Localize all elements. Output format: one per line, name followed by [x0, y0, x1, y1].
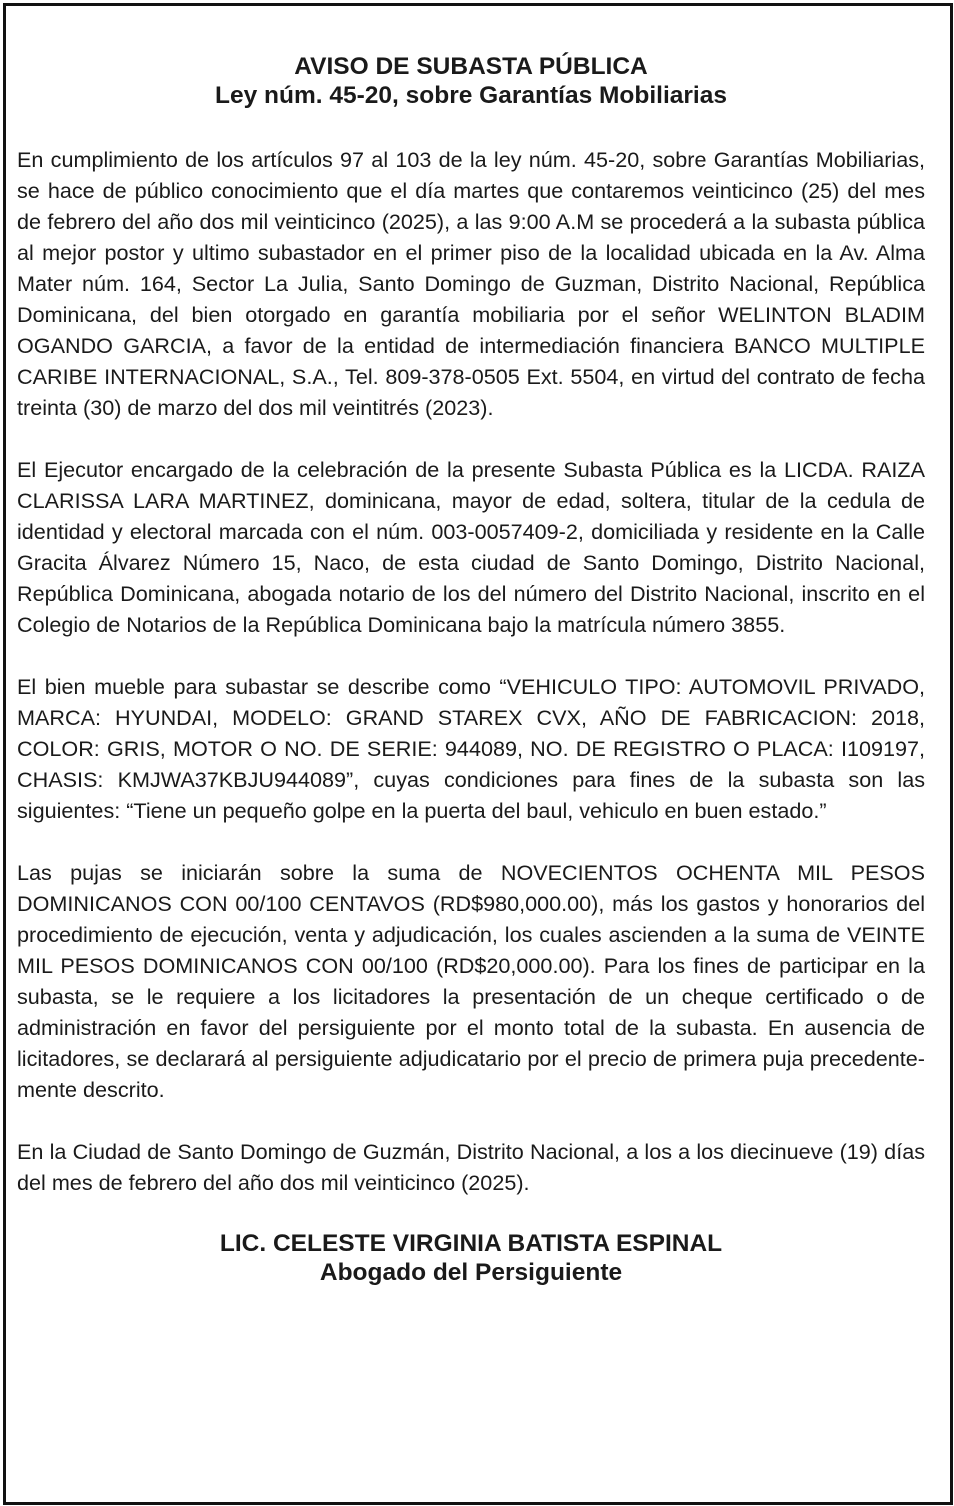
- paragraph-vehicle-description: El bien mueble para subastar se describe como “VEHICULO TIPO: AUTOMOVIL PRIVADO, MARCA: HYUNDAI, MODELO: GRAND STAREX CVX, AÑO DE FABRICACION: 2018, COLOR: GRIS, MOTOR O NO. DE SERIE: 944089, NO. DE REGISTRO O PLACA: I109197, CHASIS: KMJWA37KBJU944089”, cuyas condiciones para fines de la subasta son las siguientes: “Tiene un pequeño golpe en la puerta del baul, vehiculo en buen estado.”: [17, 674, 925, 823]
- paragraph-place-date: En la Ciudad de Santo Domingo de Guzmán, Distrito Nacional, a los a los diecinueve (19) días del mes de febrero del año dos mil veinticinco (2025).: [17, 1139, 925, 1195]
- notice-header: [17, 52, 925, 110]
- signature-block: [17, 1229, 925, 1287]
- paragraph-bidding-terms: Las pujas se iniciarán sobre la suma de NOVECIENTOS OCHENTA MIL PESOS DOMINICANOS CON 00/100 CENTAVOS (RD$980,000.00), más los gastos y honorarios del procedimiento de ejecución, venta y adjudicación, los cuales ascienden a la suma de VEINTE MIL PESOS DOMINICANOS CON 00/100 (RD$20,000.00). Para los fines de participar en la subasta, se le requiere a los licitadores la presentación de un cheque certificado o de administración en favor del persiguiente por el monto total de la subasta. En ausencia de licitadores, se declarará al persiguiente adjudicatario por el precio de primera puja precedentemente descrito.: [17, 860, 925, 1102]
- paragraph-auction-announcement: En cumplimiento de los artículos 97 al 103 de la ley núm. 45-20, sobre Garantías Mobiliarias, se hace de público conocimiento que el día martes que contaremos veinticinco (25) del mes de febrero del año dos mil veinticinco (2025), a las 9:00 A.M se procederá a la subasta pública al mejor postor y ultimo subastador en el primer piso de la localidad ubicada en la Av. Alma Mater núm. 164, Sector La Julia, Santo Domingo de Guzman, Distrito Nacional, República Dominicana, del bien otorgado en garantía mobiliaria por el señor WELINTON BLADIM OGANDO GARCIA, a favor de la entidad de intermediación financiera BANCO MULTIPLE CARIBE INTERNACIONAL, S.A., Tel. 809-378-0505 Ext. 5504, en virtud del contrato de fecha treinta (30) de marzo del dos mil veintitrés (2023).: [17, 147, 925, 420]
- signatory-name: LIC. CELESTE VIRGINIA BATISTA ESPINAL: [219, 1230, 723, 1257]
- notice-content: [17, 52, 925, 1287]
- paragraph-executor: El Ejecutor encargado de la celebración de la presente Subasta Pública es la LICDA. RAIZA CLARISSA LARA MARTINEZ, dominicana, mayor de edad, soltera, titular de la cedula de identidad y electoral marcada con el núm. 003-0057409-2, domiciliada y residente en la Calle Gracita Álvarez Número 15, Naco, de esta ciudad de Santo Domingo, Distrito Nacional, República Dominicana, abogada notario de los del número del Distrito Nacional, inscrito en el Colegio de Notarios de la República Dominicana bajo la matrícula número 3855.: [17, 457, 925, 637]
- signatory-role: Abogado del Persiguiente: [319, 1259, 623, 1286]
- notice-subtitle: Ley núm. 45-20, sobre Garantías Mobiliarias: [215, 82, 727, 109]
- notice-title: AVISO DE SUBASTA PÚBLICA: [294, 53, 648, 80]
